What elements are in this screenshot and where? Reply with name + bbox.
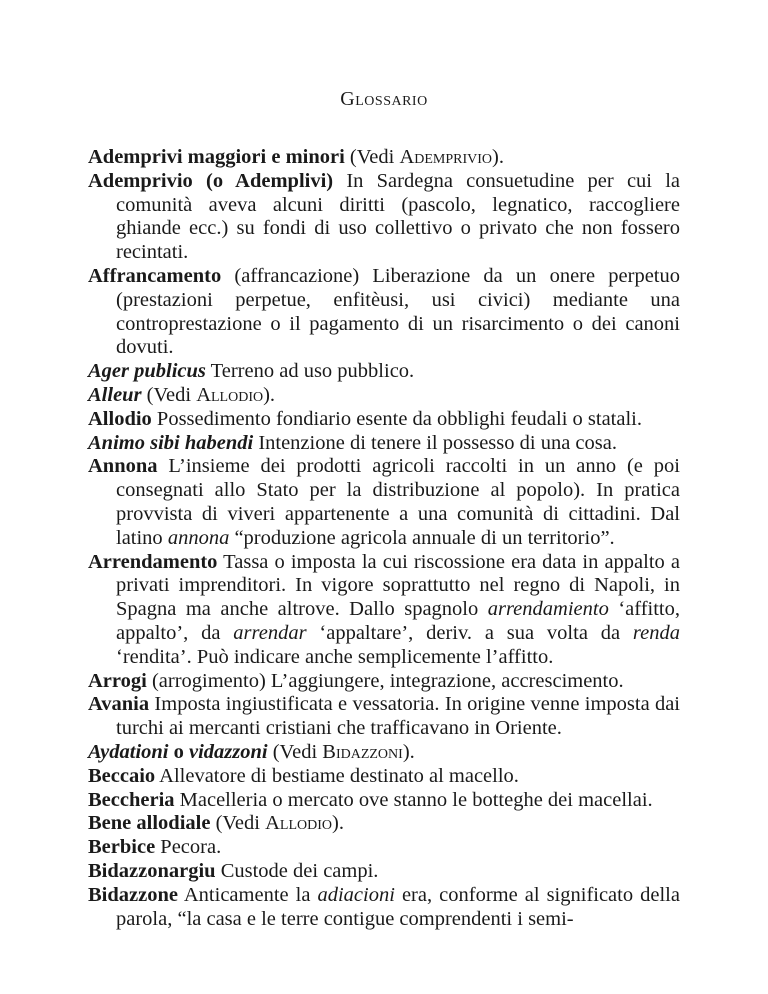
definition-text: Macelleria o mercato ove stanno le botteghe dei macellai. (174, 788, 653, 811)
glossary-entry (88, 551, 680, 670)
glossary-term: Berbice (88, 836, 156, 859)
definition-text: Pecora. (155, 836, 222, 859)
glossary-term: Beccheria (88, 788, 175, 811)
glossary-term: Beccaio (88, 764, 156, 787)
definition-text: Anticamente la (177, 883, 318, 906)
glossary-term: Arrogi (88, 669, 147, 692)
glossary-entry (88, 836, 680, 860)
glossary-entry (88, 146, 680, 170)
definition-text: Tassa o imposta la cui riscossione era data in appalto a privati imprenditori. In vigore soprattutto nel regno di Napoli, in Spagna ma anche altrove. Dallo spagnolo (116, 550, 680, 621)
definition-text: (arrogimento) L’aggiungere, integrazione, accrescimento. (146, 669, 624, 692)
definition-text: Custode dei campi. (215, 859, 379, 882)
definition-text: Allevatore di bestiame destinato al macello. (155, 764, 519, 787)
glossary-entry (88, 693, 680, 741)
glossary-entry (88, 265, 680, 360)
glossary-entry (88, 789, 680, 813)
definition-text: era, conforme al significato della parola, “la casa e le terre contigue comprendenti i semi- (116, 883, 680, 930)
definition-text: (Vedi (267, 740, 323, 763)
glossary-term: Bidazzonargiu (88, 859, 216, 882)
glossary-entry (88, 408, 680, 432)
glossary-term: Ademprivio (o Ademplivi) (88, 169, 334, 192)
definition-text: Imposta ingiustificata e vessatoria. In origine venne imposta dai turchi ai mercanti cristiani che trafficavano in Oriente. (116, 693, 680, 740)
glossary-entry (88, 670, 680, 694)
glossary-term: Bidazzone (88, 883, 178, 906)
definition-text: ). (492, 146, 504, 168)
definition-text: (Vedi (210, 812, 266, 835)
glossary-term: Affrancamento (88, 264, 222, 287)
glossary-term: Ademprivi maggiori e minori (88, 146, 345, 168)
glossary-entry (88, 384, 680, 408)
glossary-term: Animo sibi habendi (88, 431, 254, 454)
definition-text: ‘appaltare’, deriv. a sua volta da (306, 621, 633, 644)
definition-text: adiacioni (317, 883, 395, 906)
definition-text: Bidazzoni (322, 740, 403, 763)
definition-text: (Vedi (141, 383, 197, 406)
definition-text: In Sardegna consuetudine per cui la comunità aveva alcuni diritti (pascolo, legnatico, raccogliere ghiande ecc.) su fondi di uso collettivo o privato che non fossero recintati. (116, 169, 681, 264)
glossary-entry (88, 765, 680, 789)
glossary-term: Alleur (88, 383, 142, 406)
glossary-entry (88, 455, 680, 550)
definition-text: Intenzione di tenere il possesso di una cosa. (253, 431, 617, 454)
definition-text: ‘affitto, appalto’, da (116, 598, 680, 644)
glossary-term: Aydationi (88, 740, 169, 763)
definition-text: arrendar (233, 621, 307, 644)
definition-text: ). (263, 383, 276, 406)
page-title: Glossario (340, 88, 428, 110)
definition-text: arrendamiento (487, 598, 609, 621)
glossary-term: Bene allodiale (88, 812, 211, 835)
definition-text: Allodio (196, 383, 264, 406)
definition-text: renda (632, 621, 680, 644)
definition-text: (affrancazione) Liberazione da un onere perpetuo (prestazioni perpetue, enfitèusi, usi civici) mediante una controprestazione o il pagamento di un risarcimento o dei canoni dovuti. (116, 264, 680, 359)
glossary-term: Ager publicus (88, 360, 206, 383)
definition-text: ). (402, 740, 415, 763)
glossary-entry (88, 812, 680, 836)
definition-text: ). (332, 812, 344, 835)
definition-text: Ademprivio (399, 146, 493, 168)
definition-text: annona (167, 526, 230, 549)
glossary-entry (88, 860, 680, 884)
glossary-entry (88, 170, 680, 265)
glossary-term: Allodio (88, 407, 152, 430)
definition-text: Terreno ad uso pubblico. (205, 360, 415, 383)
glossary-term: Avania (88, 693, 150, 716)
glossary-entry (88, 360, 680, 384)
glossary-term: Arrendamento (88, 550, 218, 573)
definition-text: (Vedi (344, 146, 400, 168)
definition-text: Allodio (265, 812, 332, 835)
glossary-list (88, 146, 680, 931)
definition-text: o (168, 740, 189, 763)
glossary-entry (88, 432, 680, 456)
definition-text: vidazzoni (189, 740, 268, 763)
definition-text: Possedimento fondiario esente da obblighi feudali o statali. (151, 407, 642, 430)
definition-text: L’insieme dei prodotti agricoli raccolti in un anno (e poi consegnati allo Stato per la distribuzione al popolo). In pratica provvista di viveri appartenente a una comunità di cittadini. Dal latino (116, 455, 680, 549)
definition-text: “produzione agricola annuale di un territorio”. (229, 526, 615, 549)
glossary-entry (88, 741, 680, 765)
definition-text: ‘rendita’. Può indicare anche semplicemente l’affitto. (116, 645, 554, 668)
glossary-entry (88, 884, 680, 932)
glossary-term: Annona (88, 455, 158, 478)
